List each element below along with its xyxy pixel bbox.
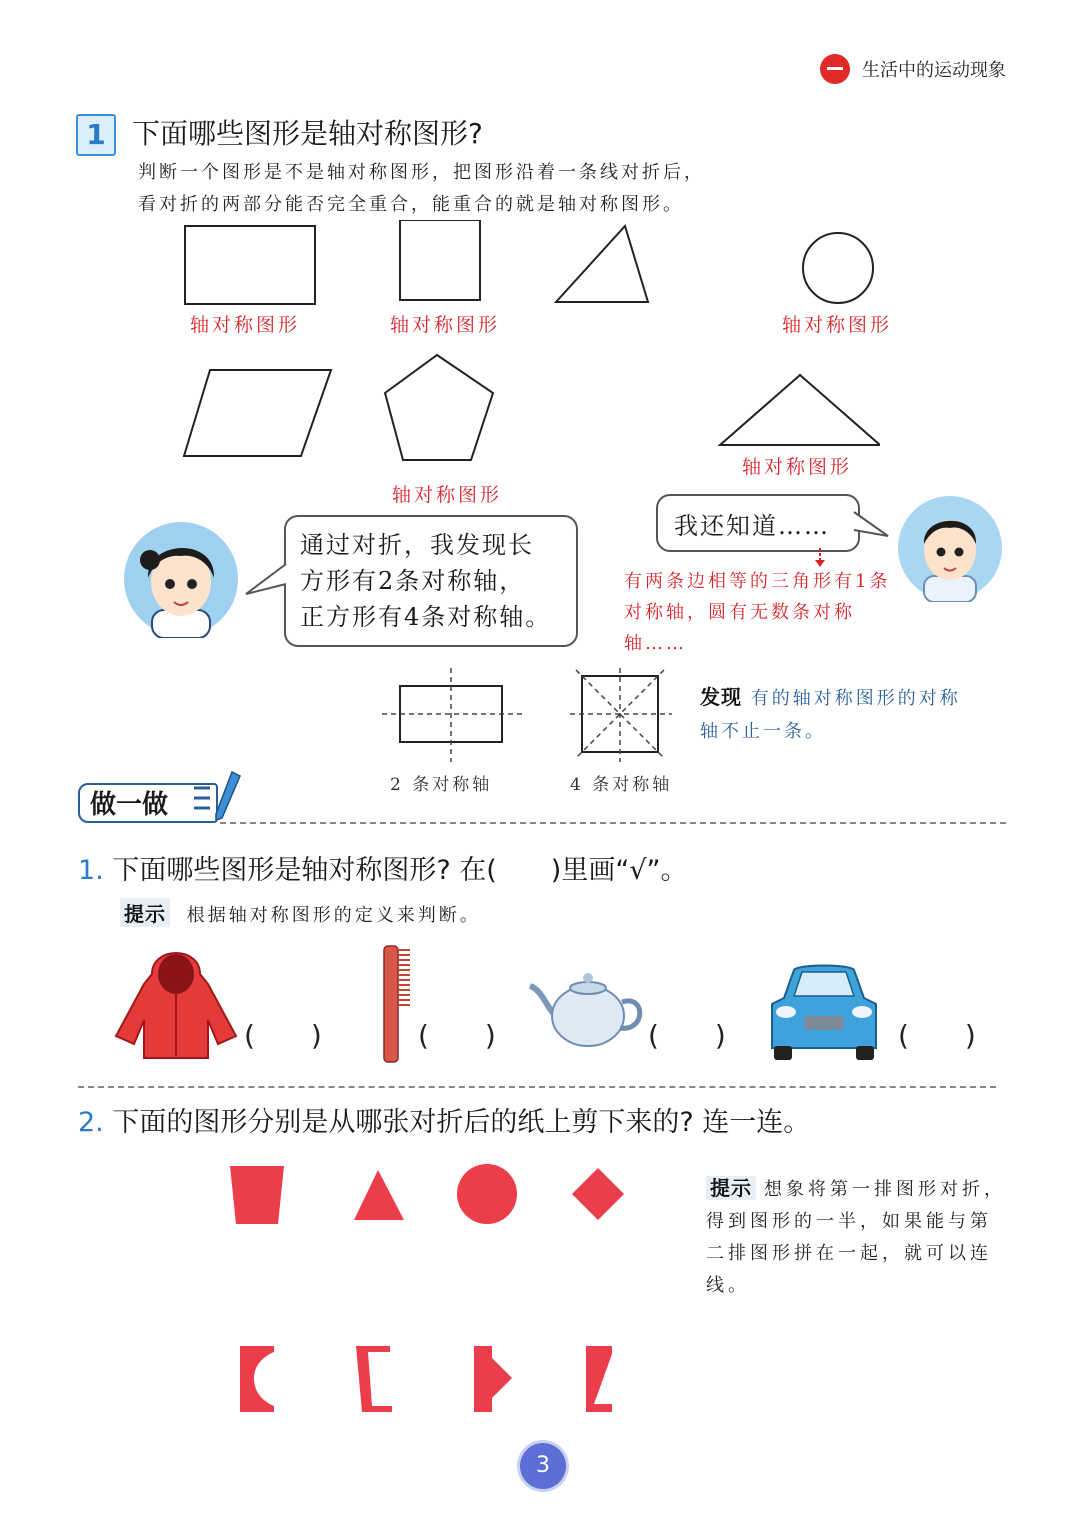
chapter-one-icon xyxy=(820,54,850,84)
rect-axes-caption: 2 条对称轴 xyxy=(390,775,493,795)
hint-label: 提示 xyxy=(120,898,170,927)
half-trapezoid-shape xyxy=(356,1346,392,1412)
scalene-triangle-shape xyxy=(556,226,648,302)
question-1-hint xyxy=(120,898,481,927)
girl-bubble-line-1: 通过对折，我发现长 xyxy=(300,531,534,559)
boy-bubble-tail xyxy=(852,508,892,542)
label-isosceles-triangle: 轴对称图形 xyxy=(742,456,853,478)
answer-paren-car[interactable]: ( ) xyxy=(898,1019,976,1052)
axes-demo xyxy=(380,668,680,768)
question-2-hint xyxy=(706,1172,1006,1302)
trapezoid-shape xyxy=(230,1166,284,1224)
hint-2-label: 提示 xyxy=(706,1176,756,1200)
discover-text: 有的轴对称图形的对称轴不止一条。 xyxy=(700,688,961,742)
page-number: 3 xyxy=(520,1443,566,1489)
boy-speech-bubble xyxy=(656,494,860,552)
down-arrow-icon xyxy=(812,548,828,568)
boy-bubble-text: 我还知道…… xyxy=(674,512,830,540)
practice-divider xyxy=(220,822,1006,824)
diamond-shape xyxy=(572,1168,624,1220)
hint-2-text: 想象将第一排图形对折，得到图形的一半，如果能与第二排图形拼在一起，就可以连线。 xyxy=(706,1179,1006,1296)
hint-text: 根据轴对称图形的定义来判断。 xyxy=(186,905,481,926)
shapes-row-1 xyxy=(180,220,940,320)
example-title: 下面哪些图形是轴对称图形? xyxy=(132,117,483,150)
isosceles-triangle-shape xyxy=(720,375,880,445)
question-1 xyxy=(78,848,688,887)
parallelogram-shape xyxy=(184,370,331,456)
answer-paren-teapot[interactable]: ( ) xyxy=(648,1019,726,1052)
girl-bubble-tail xyxy=(244,560,288,600)
question-divider xyxy=(78,1086,996,1088)
intro-line-2: 看对折的两部分能否完全重合，能重合的就是轴对称图形。 xyxy=(138,194,684,215)
question-1-text: 下面哪些图形是轴对称图形? 在( )里画“√”。 xyxy=(112,855,688,886)
chapter-header xyxy=(820,54,1006,84)
label-rectangle: 轴对称图形 xyxy=(190,314,301,336)
girl-speech-bubble xyxy=(284,515,578,647)
circle-shape xyxy=(803,233,873,303)
question-1-number: 1. xyxy=(78,855,104,886)
boy-red-note: 有两条边相等的三角形有1条对称轴，圆有无数条对称轴…… xyxy=(624,571,891,654)
pentagon-shape xyxy=(385,355,493,460)
half-triangle-shape xyxy=(586,1346,612,1412)
question-2-number: 2. xyxy=(78,1107,104,1138)
pencil-icon xyxy=(190,768,246,826)
full-shapes-row[interactable] xyxy=(228,1164,628,1228)
boy-avatar xyxy=(896,494,1004,602)
comb-icon xyxy=(380,944,414,1064)
label-pentagon: 轴对称图形 xyxy=(392,484,503,506)
teapot-icon xyxy=(528,966,648,1052)
circle-shape-red xyxy=(457,1164,517,1224)
half-shapes-row[interactable] xyxy=(236,1344,620,1414)
intro-line-1: 判断一个图形是不是轴对称图形，把图形沿着一条线对折后， xyxy=(138,162,705,183)
half-circle-shape xyxy=(240,1346,274,1412)
half-diamond-shape xyxy=(474,1346,512,1412)
square-shape xyxy=(400,220,480,300)
discover-box xyxy=(700,681,980,748)
girl-bubble-line-2: 方形有2条对称轴， xyxy=(300,567,526,595)
question-2-text: 下面的图形分别是从哪张对折后的纸上剪下来的? 连一连。 xyxy=(112,1107,811,1138)
discover-label: 发现 xyxy=(700,685,742,709)
triangle-shape xyxy=(354,1170,404,1220)
answer-paren-comb[interactable]: ( ) xyxy=(418,1019,496,1052)
square-axes-caption: 4 条对称轴 xyxy=(570,775,673,795)
label-square: 轴对称图形 xyxy=(390,314,501,336)
answer-paren-hoodie[interactable]: ( ) xyxy=(244,1019,322,1052)
chapter-title: 生活中的运动现象 xyxy=(862,60,1006,81)
question-2 xyxy=(78,1100,810,1139)
girl-bubble-line-3: 正方形有4条对称轴。 xyxy=(300,603,552,631)
rectangle-shape xyxy=(185,226,315,304)
car-icon xyxy=(764,958,884,1062)
red-hoodie-icon xyxy=(112,944,240,1062)
example-number: 1 xyxy=(76,114,116,156)
practice-header-label: 做一做 xyxy=(90,790,169,820)
label-circle: 轴对称图形 xyxy=(782,314,893,336)
girl-avatar xyxy=(122,520,240,638)
